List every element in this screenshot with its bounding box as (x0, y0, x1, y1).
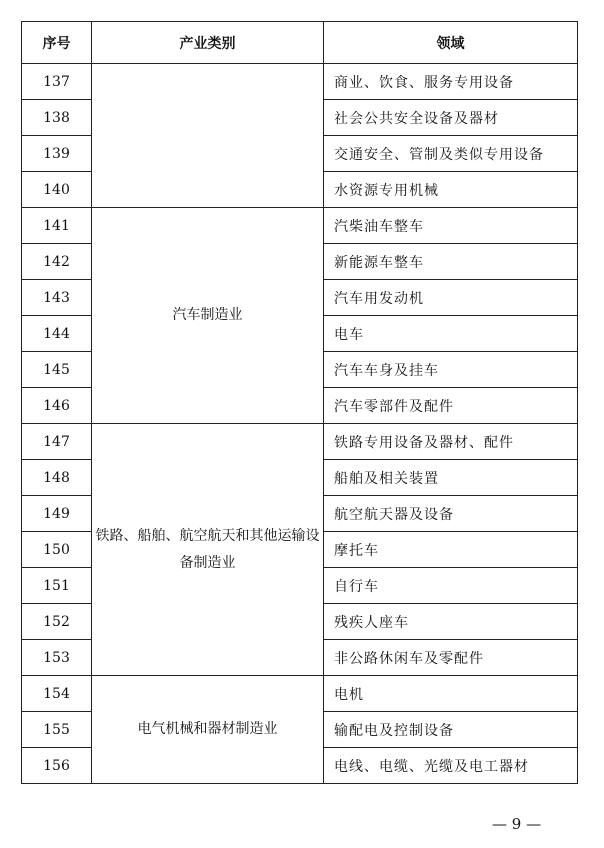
row-number: 142 (22, 244, 92, 280)
row-number: 137 (22, 64, 92, 100)
row-number: 144 (22, 316, 92, 352)
page-number: — 9 — (492, 815, 542, 833)
row-number: 153 (22, 640, 92, 676)
row-number: 156 (22, 748, 92, 784)
field-cell: 商业、饮食、服务专用设备 (324, 64, 578, 100)
row-number: 146 (22, 388, 92, 424)
field-cell: 电机 (324, 676, 578, 712)
field-cell: 摩托车 (324, 532, 578, 568)
header-num: 序号 (22, 22, 92, 64)
category-cell: 电气机械和器材制造业 (92, 676, 324, 784)
row-number: 141 (22, 208, 92, 244)
table-body (22, 64, 578, 784)
field-cell: 交通安全、管制及类似专用设备 (324, 136, 578, 172)
header-field: 领域 (324, 22, 578, 64)
field-cell: 铁路专用设备及器材、配件 (324, 424, 578, 460)
field-cell: 输配电及控制设备 (324, 712, 578, 748)
field-cell: 汽车零部件及配件 (324, 388, 578, 424)
category-cell: 汽车制造业 (92, 208, 324, 424)
field-cell: 汽柴油车整车 (324, 208, 578, 244)
field-cell: 船舶及相关装置 (324, 460, 578, 496)
field-cell: 水资源专用机械 (324, 172, 578, 208)
field-cell: 航空航天器及设备 (324, 496, 578, 532)
row-number: 148 (22, 460, 92, 496)
row-number: 139 (22, 136, 92, 172)
category-cell (92, 64, 324, 208)
industry-table (21, 21, 578, 784)
row-number: 149 (22, 496, 92, 532)
row-number: 145 (22, 352, 92, 388)
row-number: 143 (22, 280, 92, 316)
category-cell: 铁路、船舶、航空航天和其他运输设备制造业 (92, 424, 324, 676)
row-number: 147 (22, 424, 92, 460)
row-number: 151 (22, 568, 92, 604)
field-cell: 电线、电缆、光缆及电工器材 (324, 748, 578, 784)
field-cell: 电车 (324, 316, 578, 352)
table-row (22, 676, 578, 712)
row-number: 150 (22, 532, 92, 568)
row-number: 140 (22, 172, 92, 208)
field-cell: 新能源车整车 (324, 244, 578, 280)
row-number: 152 (22, 604, 92, 640)
field-cell: 残疾人座车 (324, 604, 578, 640)
field-cell: 社会公共安全设备及器材 (324, 100, 578, 136)
field-cell: 汽车用发动机 (324, 280, 578, 316)
field-cell: 自行车 (324, 568, 578, 604)
table-header-row (22, 22, 578, 64)
table-row (22, 424, 578, 460)
field-cell: 非公路休闲车及零配件 (324, 640, 578, 676)
header-category: 产业类别 (92, 22, 324, 64)
table-row (22, 64, 578, 100)
table-row (22, 208, 578, 244)
row-number: 154 (22, 676, 92, 712)
field-cell: 汽车车身及挂车 (324, 352, 578, 388)
row-number: 138 (22, 100, 92, 136)
row-number: 155 (22, 712, 92, 748)
